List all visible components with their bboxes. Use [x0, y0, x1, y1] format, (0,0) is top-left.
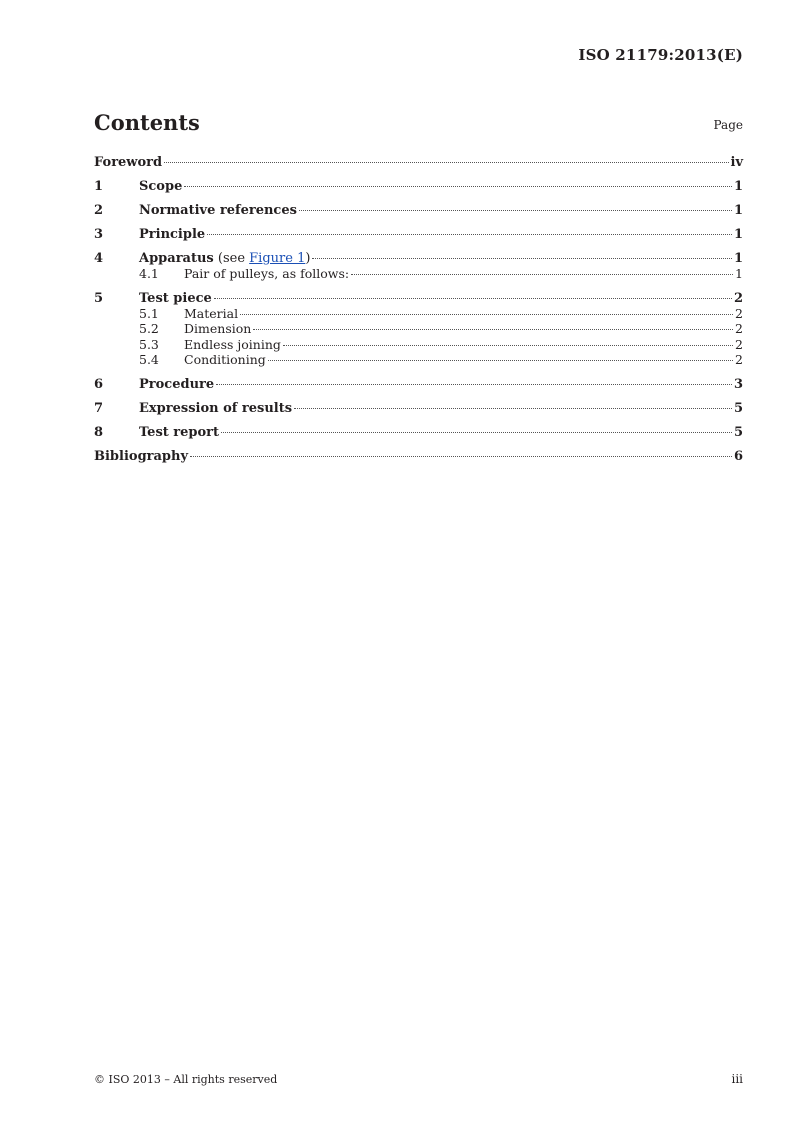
toc-entry-apparatus[interactable] — [94, 251, 743, 266]
dot-leader — [190, 456, 732, 457]
dot-leader — [221, 432, 732, 433]
toc-label-see-close: ) — [305, 251, 311, 266]
dot-leader — [299, 210, 732, 211]
toc-number: 7 — [94, 400, 104, 416]
toc-page: 5 — [733, 424, 743, 440]
table-of-contents — [94, 155, 743, 464]
toc-page: 1 — [733, 227, 743, 242]
dot-leader — [268, 360, 733, 361]
toc-entry-conditioning[interactable] — [94, 353, 743, 368]
dot-leader — [214, 298, 732, 299]
toc-number: 4 — [94, 251, 104, 266]
toc-entry-material[interactable] — [94, 307, 743, 322]
dot-leader — [164, 162, 728, 163]
toc-page: 6 — [733, 448, 743, 464]
toc-page: 3 — [733, 376, 743, 392]
toc-page: 5 — [733, 400, 743, 416]
dot-leader — [184, 186, 732, 187]
toc-page: 2 — [735, 305, 743, 321]
toc-number: 3 — [94, 227, 104, 242]
copyright-notice: © ISO 2013 – All rights reserved — [94, 1073, 278, 1086]
toc-entry-normative-references[interactable] — [94, 203, 743, 218]
dot-leader — [294, 408, 732, 409]
toc-entry-bibliography[interactable] — [94, 449, 743, 464]
figure-1-link[interactable]: Figure 1 — [249, 251, 306, 266]
document-id: ISO 21179:2013(E) — [578, 46, 743, 64]
toc-page: 2 — [735, 336, 743, 352]
dot-leader — [207, 234, 732, 235]
toc-entry-procedure[interactable] — [94, 377, 743, 392]
toc-label: Test report — [139, 424, 220, 440]
toc-label: Expression of results — [139, 400, 293, 416]
toc-page: iv — [730, 155, 743, 170]
toc-label: Test piece — [139, 290, 212, 306]
toc-label: Scope — [139, 179, 183, 194]
toc-label: Conditioning — [184, 352, 266, 367]
toc-label — [139, 251, 310, 266]
toc-entry-dimension[interactable] — [94, 322, 743, 337]
toc-page: 1 — [733, 203, 743, 218]
toc-page: 2 — [735, 321, 743, 336]
toc-number: 1 — [94, 179, 104, 194]
toc-page: 1 — [733, 251, 743, 266]
toc-label: Bibliography — [94, 448, 189, 464]
toc-entry-expression-of-results[interactable] — [94, 401, 743, 416]
toc-entry-endless-joining[interactable] — [94, 338, 743, 353]
toc-number: 2 — [94, 203, 104, 218]
toc-number: 5 — [94, 290, 104, 306]
toc-page: 2 — [735, 352, 743, 367]
toc-number: 6 — [94, 376, 104, 392]
toc-label: Procedure — [139, 376, 215, 392]
toc-entry-foreword[interactable] — [94, 155, 743, 170]
toc-label: Principle — [139, 227, 206, 242]
toc-label: Endless joining — [184, 336, 281, 352]
toc-entry-pair-of-pulleys[interactable] — [94, 267, 743, 282]
dot-leader — [240, 314, 733, 315]
page-column-label: Page — [713, 118, 743, 132]
toc-number: 5.2 — [139, 321, 159, 336]
toc-number: 5.4 — [139, 352, 159, 367]
toc-page: 2 — [733, 290, 743, 306]
toc-label: Material — [184, 305, 239, 321]
dot-leader — [312, 258, 732, 259]
page-number: iii — [731, 1072, 743, 1086]
toc-label: Normative references — [139, 203, 297, 218]
dot-leader — [216, 384, 732, 385]
toc-entry-test-piece[interactable] — [94, 291, 743, 306]
toc-number: 5.1 — [139, 305, 159, 321]
toc-number: 5.3 — [139, 336, 159, 352]
toc-label: Dimension — [184, 321, 252, 336]
toc-entry-test-report[interactable] — [94, 425, 743, 440]
toc-label: Foreword — [94, 155, 163, 170]
toc-page: 1 — [735, 266, 743, 281]
dot-leader — [283, 345, 733, 346]
toc-page: 1 — [733, 179, 743, 194]
toc-number: 8 — [94, 424, 104, 440]
toc-label-see-open: (see — [213, 251, 250, 266]
toc-label: Pair of pulleys, as follows: — [184, 266, 350, 281]
toc-entry-principle[interactable] — [94, 227, 743, 242]
dot-leader — [253, 329, 733, 330]
page-title: Contents — [94, 110, 200, 135]
dot-leader — [351, 274, 733, 275]
toc-entry-scope[interactable] — [94, 179, 743, 194]
toc-label-text: Apparatus — [139, 251, 214, 266]
toc-number: 4.1 — [139, 266, 159, 281]
